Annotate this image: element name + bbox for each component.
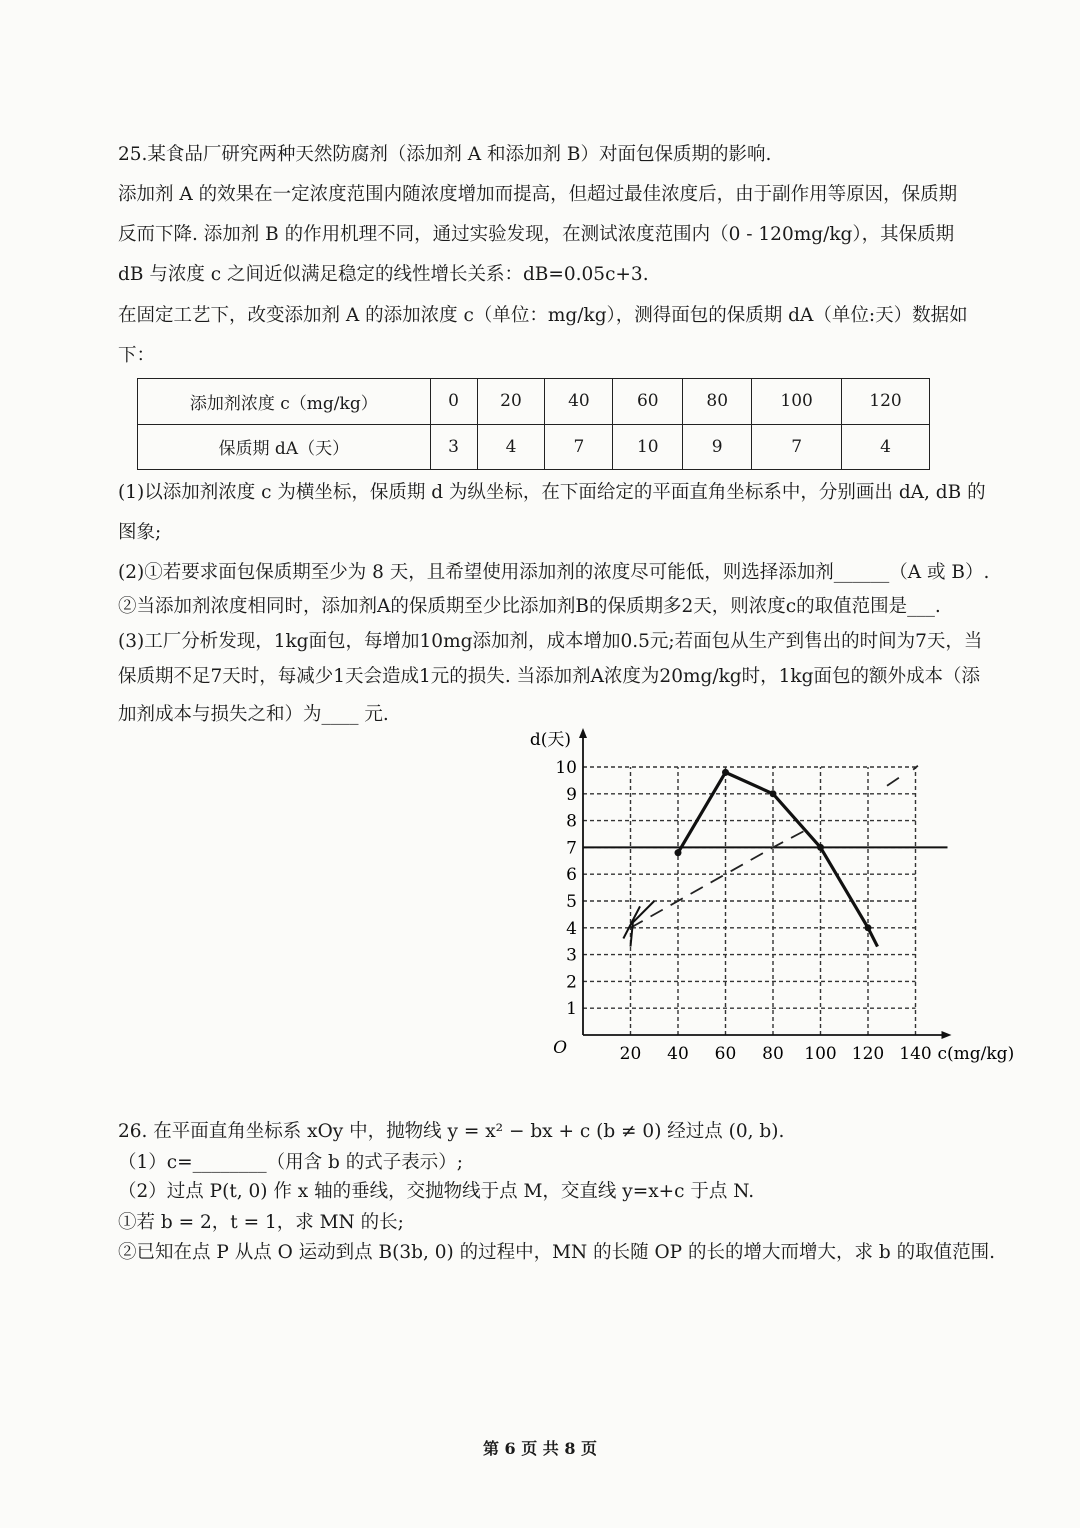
x-tick-label: 20 [619,1044,642,1064]
q25-part1: (1)以添加剂浓度 c 为横坐标，保质期 d 为纵坐标，在下面给定的平面直角坐标系中，分别画出 dA, dB 的 [118,482,986,503]
y-tick-label: 4 [566,918,577,939]
q25-text-line: dB 与浓度 c 之间近似满足稳定的线性增长关系：dB=0.05c+3. [118,264,649,285]
handwritten-point [865,924,872,931]
handwritten-point [817,844,824,851]
y-tick-label: 5 [566,892,577,912]
table-row [138,424,930,470]
data-table [137,378,930,470]
q25-part2-2: ②当添加剂浓度相同时，添加剂A的保质期至少比添加剂B的保质期多2天，则浓度c的取值范围是___. [118,596,941,617]
x-tick-label: 80 [762,1044,784,1064]
table-cell: 10 [613,424,683,470]
q25-text-line: 添加剂 A 的效果在一定浓度范围内随浓度增加而提高，但超过最佳浓度后，由于副作用等原因，保质期 [118,184,958,205]
y-tick-label: 8 [566,811,577,832]
row-header: 保质期 dA（天） [138,424,431,470]
x-tick-label: 120 [851,1044,885,1064]
handwritten-point [770,790,777,797]
y-tick-label: 6 [566,865,577,886]
handwritten-point [722,769,729,776]
axes [579,728,952,1039]
page-footer: 第 6 页 共 8 页 [482,1439,598,1458]
q26-part2-1: ①若 b = 2，t = 1，求 MN 的长; [118,1212,404,1233]
table-cell: 40 [545,379,613,425]
q26-part2-2: ②已知在点 P 从点 O 运动到点 B(3b, 0) 的过程中，MN 的长随 OP 的长的增大而增大，求 b 的取值范围. [118,1242,995,1263]
table-cell: 60 [613,379,683,425]
y-axis-arrow-icon [579,728,587,738]
y-tick-label: 9 [566,784,577,805]
q25-part3-cont: 加剂成本与损失之和）为____ 元. [118,704,389,725]
x-tick-label: 40 [667,1044,689,1064]
y-tick-label: 10 [555,758,577,778]
y-tick-label: 3 [566,945,577,966]
handwritten-marks [583,766,948,947]
origin-label: O [553,1038,567,1058]
table-cell: 7 [545,424,613,470]
table-cell: 120 [842,379,930,425]
coordinate-graph [520,720,1020,1070]
table-cell: 3 [430,424,477,470]
q25-text-line: 在固定工艺下，改变添加剂 A 的添加浓度 c（单位：mg/kg），测得面包的保质期 dA（单位:天）数据如 [118,305,968,326]
y-tick-label: 1 [566,999,577,1020]
table-row [138,379,930,425]
q25-text-line: 反而下降. 添加剂 B 的作用机理不同，通过实验发现，在测试浓度范围内（0 - 120mg/kg），其保质期 [118,224,955,245]
q25-text-line: 下： [118,345,156,366]
table-cell: 9 [683,424,752,470]
x-tick-label: 60 [714,1044,737,1064]
handwritten-dB-extension [887,766,918,786]
grid [583,767,916,1035]
q25-part3: (3)工厂分析发现，1kg面包，每增加10mg添加剂，成本增加0.5元;若面包从生产到售出的时间为7天，当 [118,631,983,652]
table-cell: 100 [752,379,842,425]
table-cell: 7 [752,424,842,470]
handwritten-dA-curve [678,772,878,946]
x-tick-label: 100 [804,1044,837,1064]
table-cell: 20 [477,379,545,425]
q26-part1: （1）c=________（用含 b 的式子表示）; [118,1152,463,1173]
handwritten-dB-curve [631,829,809,928]
row-header: 添加剂浓度 c（mg/kg） [138,379,431,425]
x-axis-label: c(mg/kg) [937,1044,1015,1064]
x-axis-arrow-icon [942,1031,952,1039]
axis-labels [530,730,1014,1064]
y-axis-label: d(天) [529,730,571,750]
x-tick-label: 140 [899,1044,932,1064]
q25-part2-1: (2)①若要求面包保质期至少为 8 天，且希望使用添加剂的浓度尽可能低，则选择添加剂______（A 或 B）. [118,562,990,583]
q25-title: 25.某食品厂研究两种天然防腐剂（添加剂 A 和添加剂 B）对面包保质期的影响. [118,144,772,165]
table-cell: 4 [477,424,545,470]
handwritten-point [675,849,682,856]
table-cell: 4 [842,424,930,470]
y-tick-label: 7 [566,838,577,859]
table-cell: 0 [430,379,477,425]
y-tick-label: 2 [566,972,577,993]
q26-title: 26. 在平面直角坐标系 xOy 中，抛物线 y = x² − bx + c (b ≠ 0) 经过点 (0, b). [118,1121,785,1142]
q26-part2: （2）过点 P(t, 0) 作 x 轴的垂线，交抛物线于点 M，交直线 y=x+c 于点 N. [118,1181,755,1202]
q25-part3-cont: 保质期不足7天时，每减少1天会造成1元的损失. 当添加剂A浓度为20mg/kg时，1kg面包的额外成本（添 [118,666,980,687]
q25-part1-cont: 图象; [118,522,162,543]
table-cell: 80 [683,379,752,425]
